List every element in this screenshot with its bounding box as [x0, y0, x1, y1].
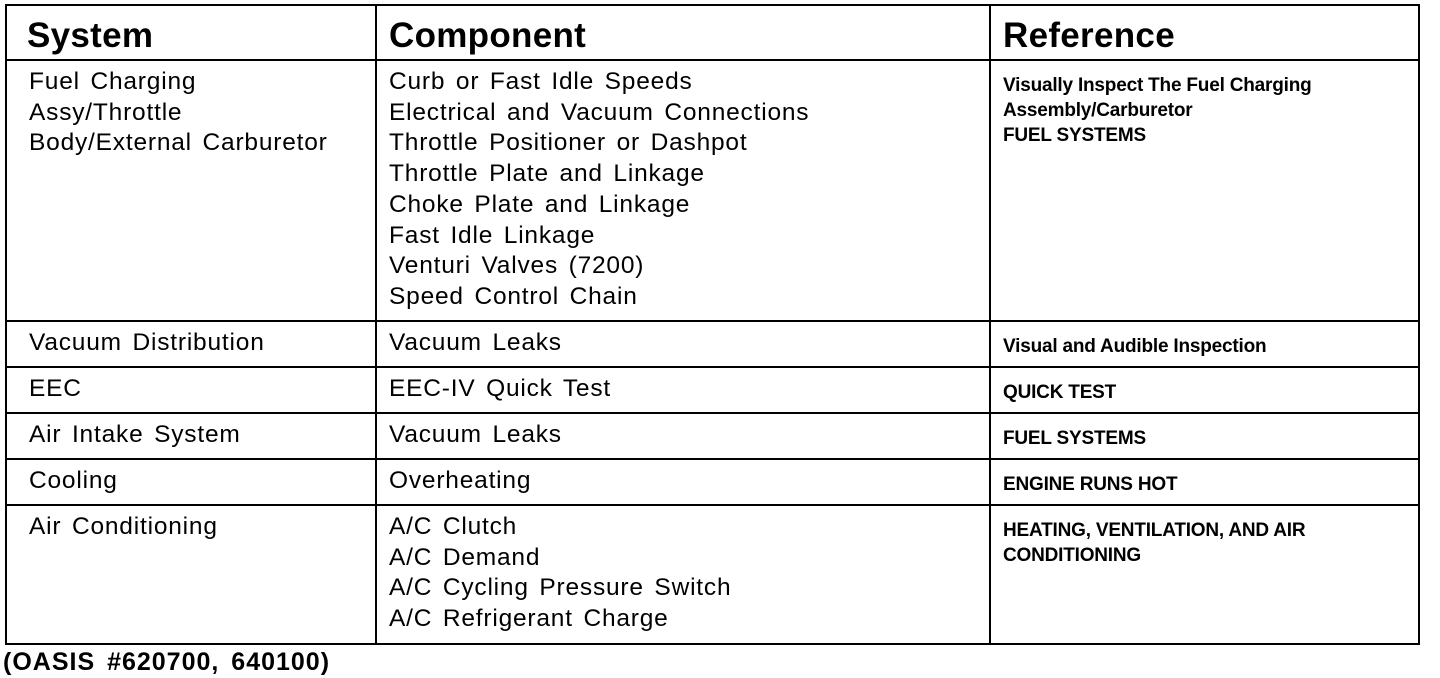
component-cell-line: A/C Demand	[389, 543, 541, 571]
reference-cell	[990, 505, 1419, 644]
system-cell	[6, 60, 376, 321]
component-cell	[376, 60, 990, 321]
reference-cell-line: Visually Inspect The Fuel Charging	[1003, 75, 1312, 96]
system-cell-line: Body/External Carburetor	[29, 129, 328, 157]
reference-cell-line: FUEL SYSTEMS	[1003, 125, 1146, 146]
header-reference: Reference	[990, 5, 1419, 60]
component-cell	[376, 505, 990, 644]
component-cell-line: Venturi Valves (7200)	[389, 252, 645, 280]
table-row	[6, 505, 1419, 644]
component-cell-line: Fast Idle Linkage	[389, 221, 596, 249]
component-cell-line: A/C Refrigerant Charge	[389, 605, 669, 633]
reference-cell-line: Assembly/Carburetor	[1003, 100, 1193, 121]
system-cell	[6, 321, 376, 367]
system-cell	[6, 413, 376, 459]
component-cell-line: Vacuum Leaks	[389, 421, 562, 448]
reference-cell	[990, 413, 1419, 459]
component-cell-line: Speed Control Chain	[389, 282, 638, 310]
header-component: Component	[376, 5, 990, 60]
component-cell	[376, 459, 990, 505]
system-cell-line: Air Conditioning	[29, 513, 218, 540]
reference-cell-line: CONDITIONING	[1003, 545, 1141, 566]
reference-cell-line: Visual and Audible Inspection	[1003, 336, 1267, 357]
component-cell	[376, 367, 990, 413]
table-row	[6, 367, 1419, 413]
reference-cell-line: FUEL SYSTEMS	[1003, 428, 1146, 449]
system-cell-line: Fuel Charging	[29, 68, 197, 95]
header-row	[6, 5, 1419, 60]
footer-oasis-note: (OASIS #620700, 640100)	[3, 648, 331, 676]
system-cell-line: Cooling	[29, 467, 118, 494]
reference-cell-line: ENGINE RUNS HOT	[1003, 474, 1178, 495]
table-row	[6, 321, 1419, 367]
reference-cell	[990, 60, 1419, 321]
component-cell-line: Throttle Positioner or Dashpot	[389, 129, 748, 157]
reference-cell-line: HEATING, VENTILATION, AND AIR	[1003, 520, 1306, 541]
system-cell	[6, 505, 376, 644]
table-row	[6, 459, 1419, 505]
component-cell-line: A/C Clutch	[389, 513, 518, 540]
component-cell-line: A/C Cycling Pressure Switch	[389, 574, 732, 602]
component-cell-line: Overheating	[389, 467, 532, 494]
reference-cell	[990, 367, 1419, 413]
header-system: System	[6, 5, 376, 60]
component-cell-line: Electrical and Vacuum Connections	[389, 98, 810, 126]
reference-cell	[990, 459, 1419, 505]
reference-cell-line: QUICK TEST	[1003, 382, 1117, 403]
reference-cell	[990, 321, 1419, 367]
system-cell-line: Vacuum Distribution	[29, 329, 265, 356]
component-cell-line: Curb or Fast Idle Speeds	[389, 68, 693, 95]
system-cell-line: Assy/Throttle	[29, 98, 183, 126]
component-cell	[376, 321, 990, 367]
component-cell-line: Throttle Plate and Linkage	[389, 160, 705, 188]
system-cell-line: EEC	[29, 375, 82, 402]
table-row	[6, 60, 1419, 321]
system-cell-line: Air Intake System	[29, 421, 241, 448]
system-cell	[6, 459, 376, 505]
component-cell	[376, 413, 990, 459]
table-row	[6, 413, 1419, 459]
system-cell	[6, 367, 376, 413]
component-cell-line: EEC-IV Quick Test	[389, 375, 612, 402]
component-cell-line: Choke Plate and Linkage	[389, 190, 691, 218]
diagnostic-table	[5, 4, 1420, 645]
component-cell-line: Vacuum Leaks	[389, 329, 562, 356]
table-body	[6, 60, 1419, 644]
